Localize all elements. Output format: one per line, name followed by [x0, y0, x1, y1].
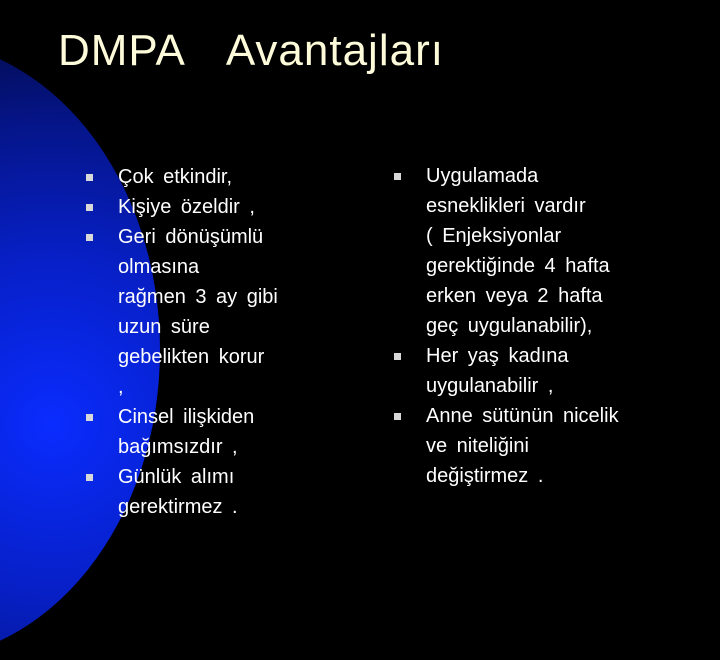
list-item-line: uzun süre [118, 316, 210, 338]
right-bullet-list [394, 161, 694, 491]
square-bullet-icon [394, 353, 401, 360]
list-item-line: Anne sütünün nicelik [426, 405, 619, 427]
list-item-line: esneklikleri vardır [426, 195, 586, 217]
slide-title [58, 26, 444, 76]
square-bullet-icon [86, 414, 93, 421]
list-item-line: Çok etkindir, [118, 166, 233, 188]
title-part-2: Avantajları [225, 26, 444, 75]
list-item-line: ( Enjeksiyonlar [426, 225, 562, 247]
list-item-line: , [118, 376, 124, 398]
square-bullet-icon [86, 174, 93, 181]
list-item-line: geç uygulanabilir), [426, 315, 593, 337]
list-item [394, 161, 694, 341]
list-item-line: gebelikten korur [118, 346, 265, 368]
square-bullet-icon [86, 234, 93, 241]
list-item [86, 402, 296, 462]
list-item [86, 462, 296, 522]
list-item-line: Cinsel ilişkiden [118, 406, 255, 428]
list-item [86, 162, 296, 192]
list-item [86, 192, 296, 222]
square-bullet-icon [394, 413, 401, 420]
list-item-line: rağmen 3 ay gibi [118, 286, 278, 308]
square-bullet-icon [86, 474, 93, 481]
list-item-line: erken veya 2 hafta [426, 285, 603, 307]
list-item-line: Günlük alımı [118, 466, 235, 488]
title-part-1: DMPA [58, 26, 186, 75]
list-item [394, 401, 694, 491]
list-item-line: gerektiğinde 4 hafta [426, 255, 610, 277]
list-item [86, 222, 296, 402]
list-item-line: Her yaş kadına [426, 345, 569, 367]
list-item-line: Kişiye özeldir , [118, 196, 255, 218]
list-item-line: bağımsızdır , [118, 436, 238, 458]
square-bullet-icon [86, 204, 93, 211]
square-bullet-icon [394, 173, 401, 180]
list-item-line: ve niteliğini [426, 435, 529, 457]
list-item-line: olmasına [118, 256, 200, 278]
left-bullet-list [86, 162, 296, 522]
list-item-line: Uygulamada [426, 165, 539, 187]
list-item-line: gerektirmez . [118, 496, 238, 518]
list-item-line: değiştirmez . [426, 465, 544, 487]
list-item-line: uygulanabilir , [426, 375, 554, 397]
list-item [394, 341, 694, 401]
list-item-line: Geri dönüşümlü [118, 226, 264, 248]
